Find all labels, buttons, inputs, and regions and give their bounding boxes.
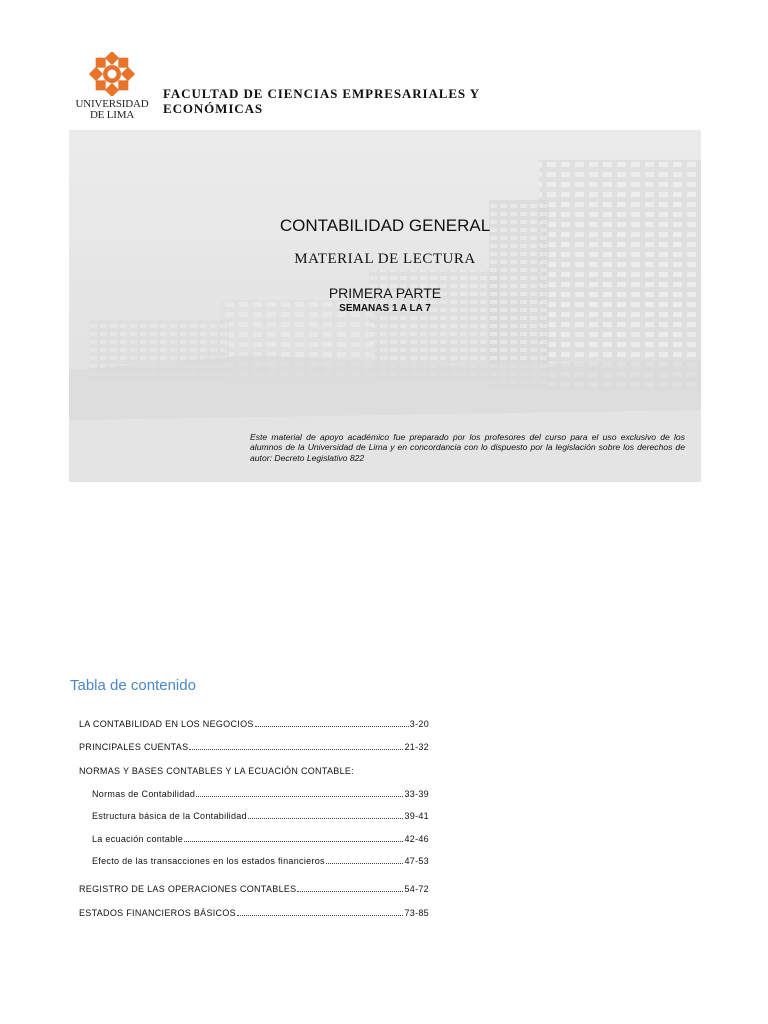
toc-entry-pages: 73-85 [404,908,429,918]
toc-leader-dots [297,883,403,892]
faculty-heading [163,86,493,116]
toc-entry-label: ESTADOS FINANCIEROS BÁSICOS [79,908,236,918]
logo-line-1: UNIVERSIDAD [75,98,149,110]
toc-entry[interactable] [92,810,429,824]
part-label: PRIMERA PARTE [328,285,442,301]
toc-entry-label: REGISTRO DE LAS OPERACIONES CONTABLES [79,884,297,894]
toc-entry-pages: 42-46 [404,834,429,844]
star-flower-logo-icon [89,52,135,96]
toc-entry-pages: 54-72 [404,884,429,894]
toc-entry-pages: 21-32 [404,742,429,752]
toc-leader-dots [189,741,403,750]
toc-entry-pages: 47-53 [404,856,429,866]
toc-leader-dots [184,833,403,842]
toc-entry-label: Efecto de las transacciones en los estados financieros [92,856,325,866]
university-logo [72,52,152,128]
toc-entry[interactable] [92,833,429,847]
weeks-label: SEMANAS 1 A LA 7 [339,303,431,314]
toc-entry[interactable] [92,855,429,869]
toc-leader-dots [248,810,404,819]
toc-leader-dots [255,718,409,727]
toc-entry[interactable] [92,788,429,802]
cover-banner [69,130,701,482]
faculty-line-2: ECONÓMICAS [163,101,264,116]
reading-material-subtitle: MATERIAL DE LECTURA [294,251,476,267]
toc-leader-dots [237,907,404,916]
toc-leader-dots [326,855,404,864]
toc-entry-label: PRINCIPALES CUENTAS [79,742,189,752]
toc-leader-dots [196,788,403,797]
faculty-line-1: FACULTAD DE CIENCIAS EMPRESARIALES Y [163,86,481,101]
toc-entry-pages: 39-41 [404,811,429,821]
copyright-note: Este material de apoyo académico fue preparado por los profesores del curso para el uso exclusivo de los alumnos de la Universidad de Lima y en concordancia con lo dispuesto por la legislación sobre los derechos de autor: Decreto Legislativo 822 [250,432,685,463]
toc-entry-pages: 33-39 [404,789,429,799]
toc-entry-label: La ecuación contable [92,834,184,844]
toc-entry[interactable] [79,883,429,897]
logo-wordmark [72,99,152,121]
toc-title: Tabla de contenido [70,677,196,694]
course-title: CONTABILIDAD GENERAL [279,216,491,235]
toc-entry[interactable] [79,741,429,755]
toc-entry-label: Estructura básica de la Contabilidad [92,811,247,821]
toc-entry[interactable] [79,718,429,732]
toc-entry[interactable] [79,907,429,921]
toc-entry-pages: 3-20 [409,719,429,729]
toc-entry-label: Normas de Contabilidad [92,789,196,799]
toc-section-heading[interactable]: NORMAS Y BASES CONTABLES Y LA ECUACIÓN CONTABLE: [79,766,354,776]
toc-entry-label: LA CONTABILIDAD EN LOS NEGOCIOS [79,719,254,729]
logo-line-2: DE LIMA [89,109,135,121]
